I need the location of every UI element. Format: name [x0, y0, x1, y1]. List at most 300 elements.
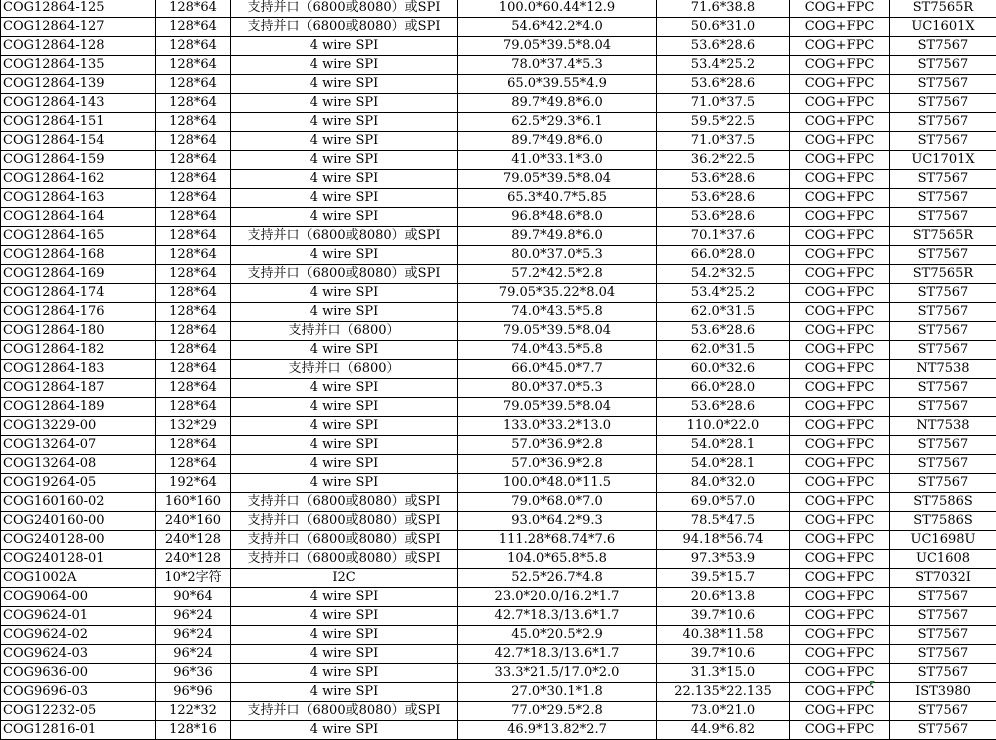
- package-cell[interactable]: COG+FPC: [790, 0, 890, 18]
- driver-ic-cell[interactable]: ST7567: [890, 398, 996, 417]
- package-cell[interactable]: COG+FPC: [790, 113, 890, 132]
- resolution-cell[interactable]: 240*128: [156, 531, 231, 550]
- resolution-cell[interactable]: 128*64: [156, 341, 231, 360]
- table-row: [1, 417, 996, 436]
- resolution-cell[interactable]: 128*64: [156, 132, 231, 151]
- driver-ic-cell[interactable]: NT7538: [890, 360, 996, 379]
- package-cell[interactable]: COG+FPC: [790, 379, 890, 398]
- view-area-cell[interactable]: 31.3*15.0: [657, 664, 790, 683]
- outline-size-cell[interactable]: 80.0*37.0*5.3: [458, 246, 657, 265]
- model-cell[interactable]: COG12864-165: [1, 227, 156, 246]
- package-cell[interactable]: COG+FPC: [790, 94, 890, 113]
- driver-ic-cell[interactable]: ST7567: [890, 189, 996, 208]
- table-row: [1, 569, 996, 588]
- outline-size-cell[interactable]: 42.7*18.3/13.6*1.7: [458, 645, 657, 664]
- outline-size-cell[interactable]: 79.05*39.5*8.04: [458, 398, 657, 417]
- outline-size-cell[interactable]: 100.0*48.0*11.5: [458, 474, 657, 493]
- view-area-cell[interactable]: 59.5*22.5: [657, 113, 790, 132]
- outline-size-cell[interactable]: 79.05*35.22*8.04: [458, 284, 657, 303]
- view-area-cell[interactable]: 20.6*13.8: [657, 588, 790, 607]
- interface-cell[interactable]: 支持并口（6800或8080）或SPI: [231, 550, 458, 569]
- driver-ic-cell[interactable]: UC1608: [890, 550, 996, 569]
- interface-cell[interactable]: 支持并口（6800或8080）或SPI: [231, 531, 458, 550]
- view-area-cell[interactable]: 60.0*32.6: [657, 360, 790, 379]
- model-cell[interactable]: COG12864-183: [1, 360, 156, 379]
- interface-cell[interactable]: 4 wire SPI: [231, 588, 458, 607]
- view-area-cell[interactable]: 53.4*25.2: [657, 56, 790, 75]
- interface-cell[interactable]: 4 wire SPI: [231, 626, 458, 645]
- outline-size-cell[interactable]: 74.0*43.5*5.8: [458, 341, 657, 360]
- resolution-cell[interactable]: 128*64: [156, 170, 231, 189]
- view-area-cell[interactable]: 53.6*28.6: [657, 189, 790, 208]
- driver-ic-cell[interactable]: ST7567: [890, 303, 996, 322]
- view-area-cell[interactable]: 53.6*28.6: [657, 398, 790, 417]
- view-area-cell[interactable]: 53.6*28.6: [657, 170, 790, 189]
- interface-cell[interactable]: 4 wire SPI: [231, 645, 458, 664]
- driver-ic-cell[interactable]: ST7567: [890, 702, 996, 721]
- table-row: [1, 721, 996, 740]
- package-cell[interactable]: COG+FPC: [790, 417, 890, 436]
- resolution-cell[interactable]: 128*64: [156, 75, 231, 94]
- model-cell[interactable]: COG12864-139: [1, 75, 156, 94]
- package-cell[interactable]: COG+FPC: [790, 265, 890, 284]
- outline-size-cell[interactable]: 65.3*40.7*5.85: [458, 189, 657, 208]
- interface-cell[interactable]: 4 wire SPI: [231, 151, 458, 170]
- driver-ic-cell[interactable]: ST7565R: [890, 265, 996, 284]
- model-cell[interactable]: COG12864-174: [1, 284, 156, 303]
- model-cell[interactable]: COG9064-00: [1, 588, 156, 607]
- interface-cell[interactable]: 4 wire SPI: [231, 417, 458, 436]
- resolution-cell[interactable]: 128*64: [156, 113, 231, 132]
- model-cell[interactable]: COG12864-164: [1, 208, 156, 227]
- outline-size-cell[interactable]: 45.0*20.5*2.9: [458, 626, 657, 645]
- package-cell[interactable]: COG+FPC: [790, 303, 890, 322]
- table-row: [1, 189, 996, 208]
- driver-ic-cell[interactable]: ST7567: [890, 132, 996, 151]
- model-cell[interactable]: COG9636-00: [1, 664, 156, 683]
- table-row: [1, 531, 996, 550]
- driver-ic-cell[interactable]: ST7567: [890, 664, 996, 683]
- table-row: [1, 132, 996, 151]
- view-area-cell[interactable]: 78.5*47.5: [657, 512, 790, 531]
- table-row: [1, 56, 996, 75]
- model-cell[interactable]: COG12816-01: [1, 721, 156, 740]
- package-cell[interactable]: COG+FPC: [790, 75, 890, 94]
- outline-size-cell[interactable]: 57.0*36.9*2.8: [458, 436, 657, 455]
- table-row: [1, 75, 996, 94]
- table-row: [1, 588, 996, 607]
- table-row: [1, 170, 996, 189]
- view-area-cell[interactable]: 54.0*28.1: [657, 455, 790, 474]
- interface-cell[interactable]: 4 wire SPI: [231, 683, 458, 702]
- resolution-cell[interactable]: 160*160: [156, 493, 231, 512]
- model-cell[interactable]: COG12864-143: [1, 94, 156, 113]
- model-cell[interactable]: COG12864-163: [1, 189, 156, 208]
- package-cell[interactable]: COG+FPC: [790, 246, 890, 265]
- model-cell[interactable]: COG9624-01: [1, 607, 156, 626]
- outline-size-cell[interactable]: 89.7*49.8*6.0: [458, 227, 657, 246]
- model-cell[interactable]: COG12864-180: [1, 322, 156, 341]
- package-cell[interactable]: COG+FPC: [790, 721, 890, 740]
- model-cell[interactable]: COG12864-151: [1, 113, 156, 132]
- interface-cell[interactable]: 4 wire SPI: [231, 379, 458, 398]
- resolution-cell[interactable]: 128*64: [156, 208, 231, 227]
- interface-cell[interactable]: 4 wire SPI: [231, 208, 458, 227]
- model-cell[interactable]: COG9624-02: [1, 626, 156, 645]
- driver-ic-cell[interactable]: ST7567: [890, 246, 996, 265]
- driver-ic-cell[interactable]: ST7567: [890, 455, 996, 474]
- resolution-cell[interactable]: 128*64: [156, 436, 231, 455]
- resolution-cell[interactable]: 128*64: [156, 0, 231, 18]
- interface-cell[interactable]: 4 wire SPI: [231, 455, 458, 474]
- model-cell[interactable]: COG12864-125: [1, 0, 156, 18]
- outline-size-cell[interactable]: 96.8*48.6*8.0: [458, 208, 657, 227]
- interface-cell[interactable]: 支持并口（6800或8080）或SPI: [231, 265, 458, 284]
- resolution-cell[interactable]: 128*64: [156, 360, 231, 379]
- package-cell[interactable]: COG+FPC: [790, 474, 890, 493]
- model-cell[interactable]: COG240128-01: [1, 550, 156, 569]
- view-area-cell[interactable]: 54.0*28.1: [657, 436, 790, 455]
- driver-ic-cell[interactable]: ST7567: [890, 322, 996, 341]
- driver-ic-cell[interactable]: UC1601X: [890, 18, 996, 37]
- resolution-cell[interactable]: 128*64: [156, 303, 231, 322]
- interface-cell[interactable]: 4 wire SPI: [231, 436, 458, 455]
- interface-cell[interactable]: 4 wire SPI: [231, 170, 458, 189]
- interface-cell[interactable]: 4 wire SPI: [231, 113, 458, 132]
- outline-size-cell[interactable]: 57.2*42.5*2.8: [458, 265, 657, 284]
- view-area-cell[interactable]: 53.6*28.6: [657, 208, 790, 227]
- resolution-cell[interactable]: 128*64: [156, 18, 231, 37]
- interface-cell[interactable]: 4 wire SPI: [231, 94, 458, 113]
- model-cell[interactable]: COG240128-00: [1, 531, 156, 550]
- driver-ic-cell[interactable]: ST7586S: [890, 512, 996, 531]
- resolution-cell[interactable]: 128*64: [156, 151, 231, 170]
- view-area-cell[interactable]: 39.5*15.7: [657, 569, 790, 588]
- outline-size-cell[interactable]: 27.0*30.1*1.8: [458, 683, 657, 702]
- resolution-cell[interactable]: 96*24: [156, 645, 231, 664]
- view-area-cell[interactable]: 39.7*10.6: [657, 645, 790, 664]
- outline-size-cell[interactable]: 23.0*20.0/16.2*1.7: [458, 588, 657, 607]
- driver-ic-cell[interactable]: ST7567: [890, 208, 996, 227]
- table-row: [1, 645, 996, 664]
- view-area-cell[interactable]: 71.0*37.5: [657, 132, 790, 151]
- outline-size-cell[interactable]: 57.0*36.9*2.8: [458, 455, 657, 474]
- package-cell[interactable]: COG+FPC: [790, 398, 890, 417]
- package-cell[interactable]: COG+FPC: [790, 626, 890, 645]
- interface-cell[interactable]: 支持并口（6800）: [231, 360, 458, 379]
- package-cell[interactable]: COG+FPC: [790, 550, 890, 569]
- view-area-cell[interactable]: 53.4*25.2: [657, 284, 790, 303]
- package-cell[interactable]: COG+FPC: [790, 645, 890, 664]
- model-cell[interactable]: COG1002A: [1, 569, 156, 588]
- model-cell[interactable]: COG12864-189: [1, 398, 156, 417]
- resolution-cell[interactable]: 128*64: [156, 455, 231, 474]
- interface-cell[interactable]: 支持并口（6800或8080）或SPI: [231, 702, 458, 721]
- driver-ic-cell[interactable]: ST7567: [890, 588, 996, 607]
- interface-cell[interactable]: 4 wire SPI: [231, 189, 458, 208]
- view-area-cell[interactable]: 36.2*22.5: [657, 151, 790, 170]
- interface-cell[interactable]: 支持并口（6800）: [231, 322, 458, 341]
- driver-ic-cell[interactable]: ST7567: [890, 170, 996, 189]
- outline-size-cell[interactable]: 33.3*21.5/17.0*2.0: [458, 664, 657, 683]
- outline-size-cell[interactable]: 133.0*33.2*13.0: [458, 417, 657, 436]
- view-area-cell[interactable]: 66.0*28.0: [657, 379, 790, 398]
- interface-cell[interactable]: 4 wire SPI: [231, 664, 458, 683]
- interface-cell[interactable]: 4 wire SPI: [231, 607, 458, 626]
- package-cell[interactable]: COG+FPC: [790, 436, 890, 455]
- resolution-cell[interactable]: 128*64: [156, 379, 231, 398]
- resolution-cell[interactable]: 128*64: [156, 265, 231, 284]
- table-row: [1, 246, 996, 265]
- package-cell[interactable]: COG+FPC: [790, 569, 890, 588]
- interface-cell[interactable]: 4 wire SPI: [231, 341, 458, 360]
- driver-ic-cell[interactable]: ST7567: [890, 379, 996, 398]
- driver-ic-cell[interactable]: ST7567: [890, 113, 996, 132]
- driver-ic-cell[interactable]: ST7567: [890, 37, 996, 56]
- view-area-cell[interactable]: 110.0*22.0: [657, 417, 790, 436]
- package-cell[interactable]: COG+FPC: [790, 284, 890, 303]
- package-cell[interactable]: COG+FPC: [790, 588, 890, 607]
- resolution-cell[interactable]: 96*24: [156, 607, 231, 626]
- package-cell[interactable]: COG+FPC: [790, 208, 890, 227]
- driver-ic-cell[interactable]: ST7565R: [890, 227, 996, 246]
- resolution-cell[interactable]: 10*2字符: [156, 569, 231, 588]
- driver-ic-cell[interactable]: ST7567: [890, 645, 996, 664]
- driver-ic-cell[interactable]: ST7567: [890, 626, 996, 645]
- outline-size-cell[interactable]: 62.5*29.3*6.1: [458, 113, 657, 132]
- resolution-cell[interactable]: 192*64: [156, 474, 231, 493]
- package-cell[interactable]: COG+FPC: [790, 132, 890, 151]
- model-cell[interactable]: COG160160-02: [1, 493, 156, 512]
- table-row: [1, 626, 996, 645]
- interface-cell[interactable]: 4 wire SPI: [231, 246, 458, 265]
- model-cell[interactable]: COG12864-182: [1, 341, 156, 360]
- outline-size-cell[interactable]: 80.0*37.0*5.3: [458, 379, 657, 398]
- model-cell[interactable]: COG12864-169: [1, 265, 156, 284]
- resolution-cell[interactable]: 128*64: [156, 398, 231, 417]
- model-cell[interactable]: COG12232-05: [1, 702, 156, 721]
- driver-ic-cell[interactable]: ST7567: [890, 56, 996, 75]
- driver-ic-cell[interactable]: ST7567: [890, 607, 996, 626]
- package-cell[interactable]: COG+FPC: [790, 702, 890, 721]
- model-cell[interactable]: COG12864-127: [1, 18, 156, 37]
- interface-cell[interactable]: 支持并口（6800或8080）或SPI: [231, 18, 458, 37]
- view-area-cell[interactable]: 69.0*57.0: [657, 493, 790, 512]
- package-cell[interactable]: COG+FPC: [790, 360, 890, 379]
- driver-ic-cell[interactable]: ST7567: [890, 94, 996, 113]
- model-cell[interactable]: COG9624-03: [1, 645, 156, 664]
- resolution-cell[interactable]: 122*32: [156, 702, 231, 721]
- sheet-body: [1, 0, 996, 740]
- package-cell[interactable]: COG+FPC: [790, 322, 890, 341]
- interface-cell[interactable]: 支持并口（6800或8080）或SPI: [231, 493, 458, 512]
- view-area-cell[interactable]: 73.0*21.0: [657, 702, 790, 721]
- driver-ic-cell[interactable]: NT7538: [890, 417, 996, 436]
- resolution-cell[interactable]: 90*64: [156, 588, 231, 607]
- outline-size-cell[interactable]: 66.0*45.0*7.7: [458, 360, 657, 379]
- interface-cell[interactable]: I2C: [231, 569, 458, 588]
- outline-size-cell[interactable]: 79.05*39.5*8.04: [458, 170, 657, 189]
- model-cell[interactable]: COG12864-128: [1, 37, 156, 56]
- interface-cell[interactable]: 4 wire SPI: [231, 75, 458, 94]
- interface-cell[interactable]: 4 wire SPI: [231, 56, 458, 75]
- view-area-cell[interactable]: 71.6*38.8: [657, 0, 790, 18]
- table-row: [1, 151, 996, 170]
- outline-size-cell[interactable]: 104.0*65.8*5.8: [458, 550, 657, 569]
- resolution-cell[interactable]: 128*64: [156, 56, 231, 75]
- package-cell[interactable]: COG+FPC: [790, 512, 890, 531]
- package-cell[interactable]: COG+FPC: [790, 37, 890, 56]
- outline-size-cell[interactable]: 74.0*43.5*5.8: [458, 303, 657, 322]
- package-cell[interactable]: COG+FPC: [790, 189, 890, 208]
- resolution-cell[interactable]: 132*29: [156, 417, 231, 436]
- package-cell[interactable]: COG+FPC: [790, 664, 890, 683]
- resolution-cell[interactable]: 128*64: [156, 189, 231, 208]
- model-cell[interactable]: COG12864-162: [1, 170, 156, 189]
- resolution-cell[interactable]: 128*64: [156, 322, 231, 341]
- driver-ic-cell[interactable]: UC1698U: [890, 531, 996, 550]
- interface-cell[interactable]: 4 wire SPI: [231, 474, 458, 493]
- package-cell[interactable]: COG+FPC: [790, 455, 890, 474]
- outline-size-cell[interactable]: 46.9*13.82*2.7: [458, 721, 657, 740]
- package-cell[interactable]: COG+FPC: [790, 18, 890, 37]
- outline-size-cell[interactable]: 93.0*64.2*9.3: [458, 512, 657, 531]
- outline-size-cell[interactable]: 89.7*49.8*6.0: [458, 132, 657, 151]
- driver-ic-cell[interactable]: ST7567: [890, 474, 996, 493]
- view-area-cell[interactable]: 44.9*6.82: [657, 721, 790, 740]
- resolution-cell[interactable]: 96*36: [156, 664, 231, 683]
- table-row: [1, 702, 996, 721]
- outline-size-cell[interactable]: 42.7*18.3/13.6*1.7: [458, 607, 657, 626]
- interface-cell[interactable]: 4 wire SPI: [231, 303, 458, 322]
- interface-cell[interactable]: 4 wire SPI: [231, 37, 458, 56]
- outline-size-cell[interactable]: 77.0*29.5*2.8: [458, 702, 657, 721]
- resolution-cell[interactable]: 128*64: [156, 37, 231, 56]
- driver-ic-cell[interactable]: ST7567: [890, 721, 996, 740]
- model-cell[interactable]: COG13264-07: [1, 436, 156, 455]
- driver-ic-cell[interactable]: ST7567: [890, 341, 996, 360]
- table-row: [1, 284, 996, 303]
- resolution-cell[interactable]: 128*64: [156, 284, 231, 303]
- outline-size-cell[interactable]: 65.0*39.55*4.9: [458, 75, 657, 94]
- table-row: [1, 37, 996, 56]
- driver-ic-cell[interactable]: ST7567: [890, 284, 996, 303]
- view-area-cell[interactable]: 97.3*53.9: [657, 550, 790, 569]
- model-cell[interactable]: COG13229-00: [1, 417, 156, 436]
- table-row: [1, 322, 996, 341]
- model-cell[interactable]: COG12864-135: [1, 56, 156, 75]
- model-cell[interactable]: COG13264-08: [1, 455, 156, 474]
- model-cell[interactable]: COG12864-168: [1, 246, 156, 265]
- model-cell[interactable]: COG12864-159: [1, 151, 156, 170]
- outline-size-cell[interactable]: 78.0*37.4*5.3: [458, 56, 657, 75]
- outline-size-cell[interactable]: 100.0*60.44*12.9: [458, 0, 657, 18]
- view-area-cell[interactable]: 66.0*28.0: [657, 246, 790, 265]
- interface-cell[interactable]: 4 wire SPI: [231, 132, 458, 151]
- package-cell[interactable]: COG+FPC: [790, 493, 890, 512]
- interface-cell[interactable]: 4 wire SPI: [231, 721, 458, 740]
- model-cell[interactable]: COG240160-00: [1, 512, 156, 531]
- resolution-cell[interactable]: 240*160: [156, 512, 231, 531]
- model-cell[interactable]: COG9696-03: [1, 683, 156, 702]
- outline-size-cell[interactable]: 79.0*68.0*7.0: [458, 493, 657, 512]
- view-area-cell[interactable]: 53.6*28.6: [657, 322, 790, 341]
- view-area-cell[interactable]: 39.7*10.6: [657, 607, 790, 626]
- resolution-cell[interactable]: 96*96: [156, 683, 231, 702]
- view-area-cell[interactable]: 70.1*37.6: [657, 227, 790, 246]
- interface-cell[interactable]: 4 wire SPI: [231, 284, 458, 303]
- outline-size-cell[interactable]: 79.05*39.5*8.04: [458, 322, 657, 341]
- package-cell[interactable]: COG+FPC: [790, 531, 890, 550]
- model-cell[interactable]: COG12864-187: [1, 379, 156, 398]
- view-area-cell[interactable]: 53.6*28.6: [657, 37, 790, 56]
- table-row: [1, 18, 996, 37]
- package-cell[interactable]: COG+FPC: [790, 227, 890, 246]
- driver-ic-cell[interactable]: ST7586S: [890, 493, 996, 512]
- resolution-cell[interactable]: 128*64: [156, 246, 231, 265]
- driver-ic-cell[interactable]: ST7567: [890, 75, 996, 94]
- view-area-cell[interactable]: 22.135*22.135: [657, 683, 790, 702]
- driver-ic-cell[interactable]: ST7567: [890, 436, 996, 455]
- view-area-cell[interactable]: 40.38*11.58: [657, 626, 790, 645]
- interface-cell[interactable]: 支持并口（6800或8080）或SPI: [231, 0, 458, 18]
- package-cell[interactable]: COG+FPC: [790, 341, 890, 360]
- view-area-cell[interactable]: 71.0*37.5: [657, 94, 790, 113]
- model-cell[interactable]: COG12864-176: [1, 303, 156, 322]
- view-area-cell[interactable]: 54.2*32.5: [657, 265, 790, 284]
- view-area-cell[interactable]: 53.6*28.6: [657, 75, 790, 94]
- interface-cell[interactable]: 支持并口（6800或8080）或SPI: [231, 512, 458, 531]
- outline-size-cell[interactable]: 52.5*26.7*4.8: [458, 569, 657, 588]
- package-cell[interactable]: COG+FPC: [790, 151, 890, 170]
- resolution-cell[interactable]: 128*64: [156, 227, 231, 246]
- resolution-cell[interactable]: 240*128: [156, 550, 231, 569]
- view-area-cell[interactable]: 62.0*31.5: [657, 341, 790, 360]
- outline-size-cell[interactable]: 89.7*49.8*6.0: [458, 94, 657, 113]
- outline-size-cell[interactable]: 54.6*42.2*4.0: [458, 18, 657, 37]
- table-row: [1, 379, 996, 398]
- driver-ic-cell[interactable]: IST3980: [890, 683, 996, 702]
- view-area-cell[interactable]: 50.6*31.0: [657, 18, 790, 37]
- package-cell[interactable]: COG+FPC: [790, 56, 890, 75]
- model-cell[interactable]: COG19264-05: [1, 474, 156, 493]
- package-cell[interactable]: COG+FPC: [790, 683, 890, 702]
- table-row: [1, 474, 996, 493]
- outline-size-cell[interactable]: 111.28*68.74*7.6: [458, 531, 657, 550]
- table-row: [1, 303, 996, 322]
- package-cell[interactable]: COG+FPC: [790, 607, 890, 626]
- table-row: [1, 493, 996, 512]
- driver-ic-cell[interactable]: ST7032I: [890, 569, 996, 588]
- view-area-cell[interactable]: 84.0*32.0: [657, 474, 790, 493]
- table-row: [1, 398, 996, 417]
- table-row: [1, 607, 996, 626]
- interface-cell[interactable]: 支持并口（6800或8080）或SPI: [231, 227, 458, 246]
- package-cell[interactable]: COG+FPC: [790, 170, 890, 189]
- table-row: [1, 94, 996, 113]
- driver-ic-cell[interactable]: ST7565R: [890, 0, 996, 18]
- resolution-cell[interactable]: 96*24: [156, 626, 231, 645]
- view-area-cell[interactable]: 94.18*56.74: [657, 531, 790, 550]
- interface-cell[interactable]: 4 wire SPI: [231, 398, 458, 417]
- resolution-cell[interactable]: 128*16: [156, 721, 231, 740]
- view-area-cell[interactable]: 62.0*31.5: [657, 303, 790, 322]
- driver-ic-cell[interactable]: UC1701X: [890, 151, 996, 170]
- outline-size-cell[interactable]: 79.05*39.5*8.04: [458, 37, 657, 56]
- model-cell[interactable]: COG12864-154: [1, 132, 156, 151]
- outline-size-cell[interactable]: 41.0*33.1*3.0: [458, 151, 657, 170]
- resolution-cell[interactable]: 128*64: [156, 94, 231, 113]
